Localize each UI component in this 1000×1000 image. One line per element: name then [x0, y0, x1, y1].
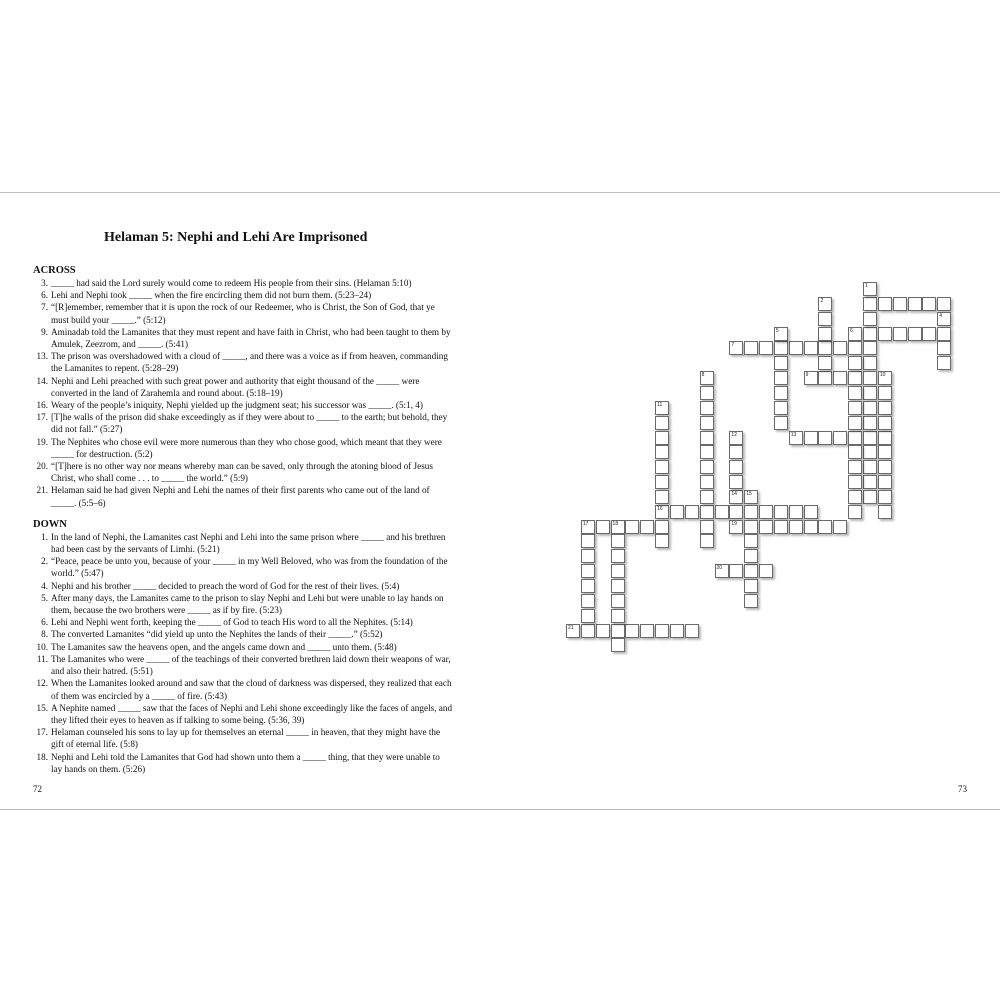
across-clue [33, 399, 453, 411]
clue-number: 5. [41, 592, 48, 603]
cell-number: 6 [850, 327, 853, 334]
clue-text: [T]he walls of the prison did shake exceedingly as if they were about to _____ to the earth; but behold, they did not fall.” (5:27) [51, 412, 448, 435]
clue-number: 9. [41, 326, 48, 337]
across-clues [33, 277, 453, 509]
clue-text: A Nephite named _____ saw that the faces of Nephi and Lehi shone exceedingly like the faces of angels, and they lifted their eyes to heaven as if talking to some being. (5:36, 39) [51, 702, 453, 725]
clue-number: 3. [41, 278, 48, 288]
clue-number: 6. [41, 617, 48, 628]
down-clues [33, 531, 453, 775]
cell-number: 11 [657, 401, 663, 408]
down-clue [33, 653, 453, 677]
clue-number: 1. [41, 531, 48, 542]
clue-text: When the Lamanites looked around and saw that the cloud of darkness was dispersed, they realized that each of them was encircled by a _____ of fire. (5:43) [51, 678, 452, 701]
clue-text: Nephi and his brother _____ decided to preach the word of God for the rest of their lives. (5:4) [51, 580, 400, 591]
cell-number: 16 [657, 505, 663, 512]
clue-text: Nephi and Lehi preached with such great power and authority that eight thousand of the _____ were converted in the land of Zarahemla and round about. (5:18–19) [51, 375, 420, 398]
cell-number: 14 [731, 490, 737, 497]
down-clue [33, 580, 453, 592]
cell-number: 10 [879, 372, 886, 379]
across-clue [33, 484, 453, 508]
clue-number: 18. [36, 751, 48, 762]
clue-number: 10. [36, 641, 48, 652]
cell-number: 2 [820, 297, 824, 304]
cell-number: 18 [612, 520, 619, 527]
clue-number: 15. [36, 702, 48, 713]
cell-number: 21 [568, 624, 574, 631]
clue-text: Weary of the people’s iniquity, Nephi yielded up the judgment seat; his successor was _____. (5:1, 4) [51, 400, 423, 411]
clue-text: The Lamanites who were _____ of the teachings of their converted brethren laid down their weapons of war, and also their hatred. (5:51) [51, 653, 451, 677]
clue-text: The prison was overshadowed with a cloud of _____, and there was a voice as if from heaven, commanding the Lamanites to repent. (5:28–29) [51, 351, 448, 374]
clue-number: 14. [36, 375, 48, 386]
clue-text: Helaman counseled his sons to lay up for themselves an eternal _____ in heaven, that they might have the gift of eternal life. (5:8) [51, 727, 441, 750]
clue-text: Lehi and Nephi took _____ when the fire encircling them did not burn them. (5:23–24) [51, 290, 372, 301]
across-clue [33, 326, 453, 350]
across-clue [33, 277, 453, 289]
down-clue [33, 628, 453, 640]
clue-text: The converted Lamanites “did yield up unto the Nephites the lands of their _____.” (5:52) [51, 629, 383, 640]
across-clue [33, 289, 453, 301]
page-number-left: 72 [33, 784, 42, 794]
clue-number: 16. [36, 400, 48, 411]
across-clue [33, 411, 453, 435]
clue-number: 19. [36, 436, 48, 447]
clue-number: 7. [41, 302, 48, 313]
clue-list [33, 265, 453, 775]
clue-number: 4. [41, 580, 48, 591]
clue-text: The Lamanites saw the heavens open, and the angels came down and _____ unto them. (5:48) [51, 641, 397, 652]
down-clue [33, 726, 453, 750]
cell-number: 17 [582, 520, 589, 527]
across-clue [33, 350, 453, 374]
clue-text: The Nephites who chose evil were more numerous than they who chose good, which meant that they were _____ for destruction. (5:2) [51, 436, 442, 459]
down-clue [33, 641, 453, 653]
clue-text: “[T]here is no other way nor means whereby man can be saved, only through the atoning blood of Jesus Christ, who shall come . . . to _____ the world.” (5:9) [51, 461, 433, 484]
cell-number: 20 [716, 565, 723, 572]
down-clue [33, 531, 453, 555]
across-clue [33, 301, 453, 325]
across-clue [33, 375, 453, 399]
clue-number: 17. [36, 412, 48, 423]
clue-number: 2. [41, 556, 48, 567]
clue-text: “Peace, peace be unto you, because of your _____ in my Well Beloved, who was from the foundation of the world.” (5:47) [51, 556, 448, 579]
cell-number: 1 [865, 283, 868, 289]
clue-number: 20. [36, 461, 48, 472]
clue-text: “[R]emember, remember that it is upon the rock of our Redeemer, who is Christ, the Son of God, that ye must build your _____.” (5:12) [51, 302, 435, 325]
cell-number: 7 [731, 342, 735, 349]
clue-number: 12. [36, 678, 48, 689]
cell-number: 12 [731, 431, 737, 438]
across-clue [33, 460, 453, 484]
clue-text: After many days, the Lamanites came to the prison to slay Nephi and Lehi but were unable to lay hands on them, because the two brothers were _____ as if by fire. (5:23) [51, 592, 444, 616]
down-clue [33, 592, 453, 616]
clue-number: 8. [41, 629, 48, 640]
down-clue [33, 751, 453, 775]
clue-number: 6. [41, 290, 48, 301]
clue-text: Nephi and Lehi told the Lamanites that God had shown unto them a _____ thing, that they were unable to lay hands on them. (5:26) [51, 751, 440, 774]
cell-number: 19 [731, 520, 737, 527]
page-number-right: 73 [958, 784, 967, 794]
clue-text: Helaman said he had given Nephi and Lehi the names of their first parents who came out of the land of _____. (5:5–6) [51, 485, 430, 508]
cell-number: 15 [746, 490, 752, 497]
clue-text: _____ had said the Lord surely would come to redeem His people from their sins. (Helaman 5:10) [51, 278, 412, 288]
cell-number: 9 [805, 372, 809, 379]
clue-number: 17. [36, 727, 48, 738]
down-clue [33, 702, 453, 726]
clue-text: Aminadab told the Lamanites that they must repent and have faith in Christ, who had been taught to them by Amulek, Zeezrom, and _____. (5:41) [51, 326, 451, 350]
clue-text: In the land of Nephi, the Lamanites cast Nephi and Lehi into the same prison where _____ and his brethren had been cast by the servants of Limhi. (5:21) [51, 531, 446, 555]
down-heading: DOWN [33, 518, 67, 530]
clue-number: 11. [36, 653, 48, 664]
down-clue [33, 555, 453, 579]
across-clue [33, 436, 453, 460]
down-clue [33, 616, 453, 628]
cell-number: 5 [775, 327, 779, 334]
down-clue [33, 677, 453, 701]
clue-text: Lehi and Nephi went forth, keeping the _____ of God to teach His word to all the Nephites. (5:14) [51, 617, 413, 628]
clue-number: 13. [36, 351, 48, 362]
cell-number: 4 [939, 312, 943, 319]
cell-number: 8 [701, 372, 705, 379]
cell-number: 13 [790, 431, 797, 438]
clue-number: 21. [36, 485, 48, 496]
across-heading: ACROSS [33, 265, 76, 276]
page-title: Helaman 5: Nephi and Lehi Are Imprisoned [104, 230, 368, 245]
